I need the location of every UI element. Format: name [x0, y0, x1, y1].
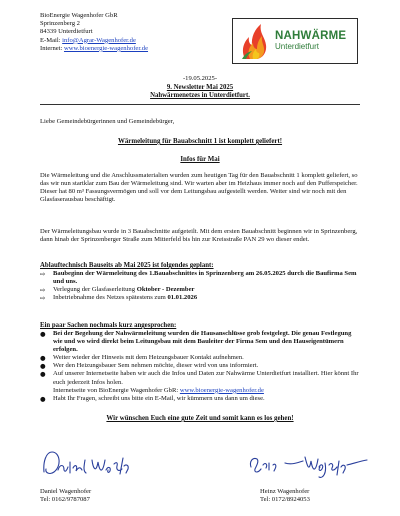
info-heading: Infos für Mai	[180, 156, 220, 163]
list-item	[40, 354, 362, 362]
header-divider	[40, 104, 360, 105]
bullet-icon: ●	[40, 354, 46, 363]
list-item	[40, 294, 362, 302]
schedule-item-highlight: 01.01.2026	[167, 294, 198, 302]
arrow-icon: ⇨	[40, 294, 46, 303]
newsletter-date: -19.05.2025-	[182, 75, 218, 82]
reminder-text: Habt Ihr Fragen, schreibt uns bitte ein E-Mail, wir kümmern uns dann um diese.	[53, 394, 265, 402]
reminder-text: Bei der Begehung der Nahwärmeleitung wurden die Hausanschlüsse grob festgelegt. Die genau Festlegung wie und wo wird direkt beim Leitungsbau mit dem Bauleiter der Firma Sem und den Hauseigentümern erfolgen.	[53, 330, 352, 354]
bullet-icon: ●	[40, 330, 46, 338]
signer-heinz	[260, 488, 310, 504]
website-link-inline[interactable]: www.bioenergie-wagenhofer.de	[179, 386, 264, 394]
reminder-text: Wer den Heizungsbauer Sem nehmen möchte, dieser wird von uns informiert.	[53, 362, 259, 370]
signer-phone: Tel: 0172/8924053	[260, 496, 310, 504]
main-headline: Wärmeleitung für Bauabschnitt 1 ist komplett geliefert!	[117, 138, 283, 145]
schedule-item-text: Inbetriebnahme des Netzes spätestens zum	[53, 294, 168, 302]
schedule-item-text: Verlegung der Glasfaserleitung	[53, 286, 137, 294]
schedule-heading: Ablauftechnisch Bauseits ab Mai 2025 ist folgendes geplant:	[40, 262, 214, 269]
schedule-item-highlight: Oktober - Dezember	[136, 286, 195, 294]
paragraph-delivery: Die Wärmeleitung und die Anschlussmaterialien wurden zum heutigen Tag für den Bauabschnitt 1 komplett geliefert, so das wir nun startklar zum Bau der Wärmeleitung sind. Wir warten aber im Heizhaus immer noch auf den Pufferspeicher. Dieser hat 80 m³ Fassungsvermögen und soll vor dem Leitungsbau aufgestellt werden. Weiter sind wir noch mit den Glasfaserausbau beschäftigt.	[40, 172, 358, 204]
bullet-icon: ●	[40, 362, 46, 371]
reminders-heading: Ein paar Sachen nochmals kurz angesprochen:	[40, 322, 177, 329]
schedule-list	[40, 270, 362, 302]
sender-street: Sprinzenberg 2	[40, 20, 80, 28]
closing-line: Wir wünschen Euch eine gute Zeit und somit kann es los gehen!	[106, 415, 294, 422]
sender-company: BioEnergie Wagenhofer GbR	[40, 12, 118, 19]
list-item	[40, 270, 362, 286]
reminders-list	[40, 330, 362, 403]
bullet-icon: ●	[40, 370, 46, 379]
sender-email-line	[40, 37, 148, 45]
signer-phone: Tel: 0162/9787087	[40, 496, 90, 504]
internet-label: Internet:	[40, 44, 64, 52]
signature-daniel-wagenhofer	[40, 440, 150, 484]
paragraph-construction-sections: Der Wärmeleitungsbau wurde in 3 Bauabschnitte aufgeteilt. Mit dem ersten Bauabschnitt beginnen wir in Sprinzenberg, dann hinab der Sprinzenberger Straße zum Mitterfeld bis hin zur Kreisstraße PAN 29 wo dieser endet.	[40, 228, 358, 244]
reminder-text: Auf unserer Internetseite haben wir auch die Infos und Daten zur Nahwärme Unterdietfurt installiert. Hier könnt Ihr euch jederzeit Infos holen.	[53, 370, 359, 386]
list-item	[40, 330, 362, 354]
logo-subtitle: Unterdietfurt	[275, 42, 320, 51]
bullet-icon: ●	[40, 394, 46, 403]
email-label: E-Mail:	[40, 36, 63, 44]
logo-title: NAHWÄRME	[275, 30, 347, 42]
schedule-item-text: Baubeginn der Wärmeleitung des 1.Bauabschnittes in Sprinzenberg am 26.05.2025 durch die Baufirma Sem und uns.	[53, 270, 357, 286]
list-item	[40, 362, 362, 370]
website-line	[53, 387, 362, 395]
sender-internet-line	[40, 45, 148, 53]
sender-address	[40, 12, 148, 53]
website-link[interactable]: www.bioenergie-wagenhofer.de	[63, 44, 149, 52]
reminder-text: Weiter wieder der Hinweis mit dem Heizungsbauer Kontakt aufnehmen.	[53, 354, 244, 362]
flame-icon	[239, 21, 271, 61]
list-item	[40, 370, 362, 394]
arrow-icon: ⇨	[40, 286, 46, 295]
greeting: Liebe Gemeindebürgerinnen und Gemeindebürger,	[40, 118, 175, 125]
newsletter-subtitle: Nahwärmenetzes in Unterdietfurt.	[150, 92, 250, 99]
list-item	[40, 395, 362, 403]
sender-city: 84339 Unterdietfurt	[40, 28, 93, 36]
website-line-prefix: Internetseite von BioEnergie Wagenhofer GbR:	[53, 386, 180, 394]
list-item	[40, 286, 362, 294]
signature-heinz-wagenhofer	[245, 443, 370, 483]
email-link[interactable]: info@Agrar-Wagenhofer.de	[62, 36, 136, 44]
newsletter-title: 9. Newsletter Mai 2025	[166, 84, 234, 91]
signer-name: Daniel Wagenhofer	[40, 488, 92, 495]
arrow-icon: ⇨	[40, 270, 46, 278]
signer-name: Heinz Wagenhofer	[260, 488, 310, 495]
signer-daniel	[40, 488, 91, 504]
nahwaerme-logo	[232, 18, 358, 64]
